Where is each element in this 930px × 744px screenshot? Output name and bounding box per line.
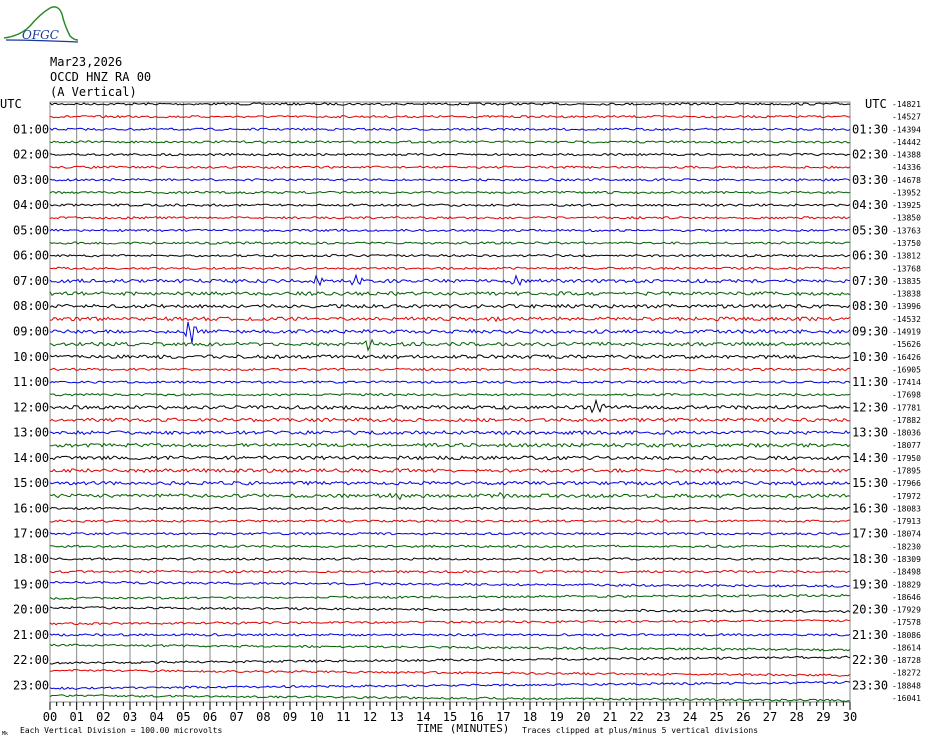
trace-offset-label: -13750 bbox=[892, 239, 921, 249]
x-tick-label: 00 bbox=[42, 710, 58, 724]
right-hour-label: 18:30 bbox=[852, 551, 889, 566]
trace-offset-label: -13763 bbox=[892, 226, 921, 236]
trace-offset-label: -18498 bbox=[892, 567, 921, 577]
trace-offset-label: -14532 bbox=[892, 314, 921, 324]
right-hour-label: 06:30 bbox=[852, 248, 889, 263]
x-tick-label: 26 bbox=[736, 710, 751, 724]
left-hour-label: 14:00 bbox=[13, 450, 50, 465]
x-tick-label: 08 bbox=[256, 710, 271, 724]
logo-text: OFGC bbox=[22, 28, 59, 42]
x-tick-label: 30 bbox=[842, 710, 858, 724]
right-hour-label: 05:30 bbox=[852, 223, 889, 238]
right-hour-label: 21:30 bbox=[852, 627, 889, 642]
x-tick-label: 23 bbox=[656, 710, 671, 724]
trace-offset-label: -17781 bbox=[892, 403, 921, 413]
x-tick-label: 06 bbox=[202, 710, 218, 724]
left-hour-label: 19:00 bbox=[13, 577, 50, 592]
trace-offset-label: -17414 bbox=[892, 378, 921, 388]
trace-offset-label: -13835 bbox=[892, 276, 921, 286]
chart-component: (A Vertical) bbox=[50, 85, 137, 99]
trace-offset-label: -14821 bbox=[892, 100, 921, 109]
x-tick-label: 18 bbox=[522, 710, 538, 724]
left-hour-label: 10:00 bbox=[13, 349, 50, 364]
right-hour-label: 15:30 bbox=[852, 476, 889, 491]
x-tick-label: 14 bbox=[416, 710, 431, 724]
x-tick-label: 12 bbox=[362, 710, 378, 724]
trace-offset-label: -16041 bbox=[892, 694, 921, 703]
footer-clip-note: Traces clipped at plus/minus 5 vertical divisions bbox=[522, 726, 759, 735]
trace-offset-label: -18086 bbox=[892, 630, 921, 640]
x-tick-label: 28 bbox=[789, 710, 804, 724]
x-tick-label: 25 bbox=[709, 710, 724, 724]
left-hour-label: 09:00 bbox=[13, 324, 50, 339]
trace-offset-label: -18646 bbox=[892, 592, 921, 602]
right-hour-label: 03:30 bbox=[852, 172, 889, 187]
trace-offset-label: -18829 bbox=[892, 580, 921, 590]
right-hour-label: 01:30 bbox=[852, 122, 889, 137]
footer-scale-note: Each Vertical Division = 100.00 microvolts bbox=[20, 726, 223, 735]
x-tick-label: 13 bbox=[389, 710, 404, 724]
trace-offset-label: -13768 bbox=[892, 264, 921, 274]
right-hour-label: 04:30 bbox=[852, 198, 889, 213]
chart-station: OCCD HNZ RA 00 bbox=[50, 70, 152, 84]
trace-offset-label: -18036 bbox=[892, 428, 921, 438]
left-hour-label: 11:00 bbox=[13, 375, 50, 390]
trace-offset-label: -18728 bbox=[892, 656, 921, 666]
left-hour-label: 21:00 bbox=[13, 627, 50, 642]
x-tick-label: 19 bbox=[549, 710, 564, 724]
trace-offset-label: -13850 bbox=[892, 213, 921, 223]
trace-offset-label: -18083 bbox=[892, 504, 921, 514]
x-tick-label: 16 bbox=[469, 710, 484, 724]
left-hour-label: 02:00 bbox=[13, 147, 50, 162]
x-tick-label: 02 bbox=[96, 710, 111, 724]
left-hour-label: 15:00 bbox=[13, 476, 50, 491]
trace-offset-label: -13838 bbox=[892, 289, 921, 299]
trace-offset-label: -17698 bbox=[892, 390, 921, 400]
trace-offset-label: -18077 bbox=[892, 441, 921, 451]
x-tick-label: 05 bbox=[176, 710, 191, 724]
trace-offset-label: -18230 bbox=[892, 542, 921, 552]
right-hour-label: 11:30 bbox=[852, 375, 889, 390]
trace-offset-label: -18848 bbox=[892, 681, 921, 691]
x-tick-label: 20 bbox=[576, 710, 591, 724]
right-hour-label: 20:30 bbox=[852, 602, 889, 617]
right-hour-label: 02:30 bbox=[852, 147, 889, 162]
trace-offset-label: -18272 bbox=[892, 668, 921, 678]
trace-offset-label: -17895 bbox=[892, 466, 921, 476]
trace-offset-label: -16426 bbox=[892, 352, 921, 362]
right-hour-label: 22:30 bbox=[852, 653, 889, 668]
left-hour-label: 23:00 bbox=[13, 678, 50, 693]
left-hour-label: 04:00 bbox=[13, 198, 50, 213]
trace-offset-label: -14442 bbox=[892, 137, 921, 147]
x-tick-label: 10 bbox=[309, 710, 324, 724]
trace-offset-label: -14336 bbox=[892, 163, 921, 173]
x-tick-label: 22 bbox=[629, 710, 644, 724]
left-hour-label: 06:00 bbox=[13, 248, 50, 263]
trace-offset-label: -18614 bbox=[892, 643, 921, 653]
chart-date: Mar23,2026 bbox=[50, 55, 123, 69]
x-tick-label: 01 bbox=[69, 710, 84, 724]
trace-offset-label: -14527 bbox=[892, 112, 921, 122]
x-tick-label: 15 bbox=[442, 710, 458, 724]
trace-offset-label: -18074 bbox=[892, 529, 921, 539]
trace-offset-label: -15626 bbox=[892, 340, 921, 350]
trace-offset-label: -17950 bbox=[892, 453, 921, 463]
x-tick-label: 29 bbox=[816, 710, 831, 724]
left-hour-label: 12:00 bbox=[13, 400, 50, 415]
trace-offset-label: -17913 bbox=[892, 517, 921, 527]
right-hour-label: 14:30 bbox=[852, 450, 889, 465]
right-hour-label: 17:30 bbox=[852, 526, 889, 541]
left-hour-label: 03:00 bbox=[13, 172, 50, 187]
trace-offset-label: -13952 bbox=[892, 188, 921, 198]
left-hour-label: 13:00 bbox=[13, 425, 50, 440]
left-hour-label: 18:00 bbox=[13, 551, 50, 566]
x-tick-label: 24 bbox=[682, 710, 698, 724]
right-hour-label: 16:30 bbox=[852, 501, 889, 516]
right-hour-label: 19:30 bbox=[852, 577, 889, 592]
x-tick-label: 04 bbox=[149, 710, 164, 724]
trace-offset-label: -16905 bbox=[892, 365, 921, 375]
x-tick-label: 17 bbox=[496, 710, 511, 724]
trace-offset-label: -13925 bbox=[892, 201, 921, 211]
trace-offset-label: -17578 bbox=[892, 618, 921, 628]
trace-offset-label: -14394 bbox=[892, 125, 921, 135]
x-tick-label: 09 bbox=[282, 710, 298, 724]
left-hour-label: 22:00 bbox=[13, 653, 50, 668]
trace-offset-label: -13812 bbox=[892, 251, 921, 261]
x-axis-title: TIME (MINUTES) bbox=[416, 722, 510, 735]
left-hour-label: 07:00 bbox=[13, 273, 50, 288]
left-hour-label: 01:00 bbox=[13, 122, 50, 137]
right-hour-label: 10:30 bbox=[852, 349, 889, 364]
trace-offset-label: -14388 bbox=[892, 150, 921, 160]
trace-offset-label: -14678 bbox=[892, 175, 921, 185]
trace-offset-label: -17966 bbox=[892, 479, 921, 489]
trace-offset-label: -17882 bbox=[892, 415, 921, 425]
right-hour-label: 12:30 bbox=[852, 400, 889, 415]
x-tick-label: 11 bbox=[336, 710, 351, 724]
trace-offset-label: -17929 bbox=[892, 605, 921, 615]
right-hour-label: 13:30 bbox=[852, 425, 889, 440]
left-hour-label: 05:00 bbox=[13, 223, 50, 238]
trace-offset-label: -17972 bbox=[892, 491, 921, 501]
left-utc-label: UTC bbox=[0, 97, 22, 111]
right-hour-label: 09:30 bbox=[852, 324, 889, 339]
trace-offset-label: -18309 bbox=[892, 554, 921, 564]
left-hour-label: 16:00 bbox=[13, 501, 50, 516]
trace-offset-label: -13996 bbox=[892, 302, 921, 312]
left-hour-label: 20:00 bbox=[13, 602, 50, 617]
trace-offset-label: -14919 bbox=[892, 327, 921, 337]
right-hour-label: 23:30 bbox=[852, 678, 889, 693]
x-tick-label: 21 bbox=[602, 710, 618, 724]
corner-mark: Mk bbox=[2, 731, 9, 737]
right-hour-label: 07:30 bbox=[852, 273, 889, 288]
x-tick-label: 27 bbox=[762, 710, 778, 724]
left-hour-label: 17:00 bbox=[13, 526, 50, 541]
right-hour-label: 08:30 bbox=[852, 299, 889, 314]
right-utc-label: UTC bbox=[865, 97, 887, 111]
x-tick-label: 07 bbox=[229, 710, 244, 724]
x-tick-label: 03 bbox=[122, 710, 138, 724]
left-hour-label: 08:00 bbox=[13, 299, 50, 314]
